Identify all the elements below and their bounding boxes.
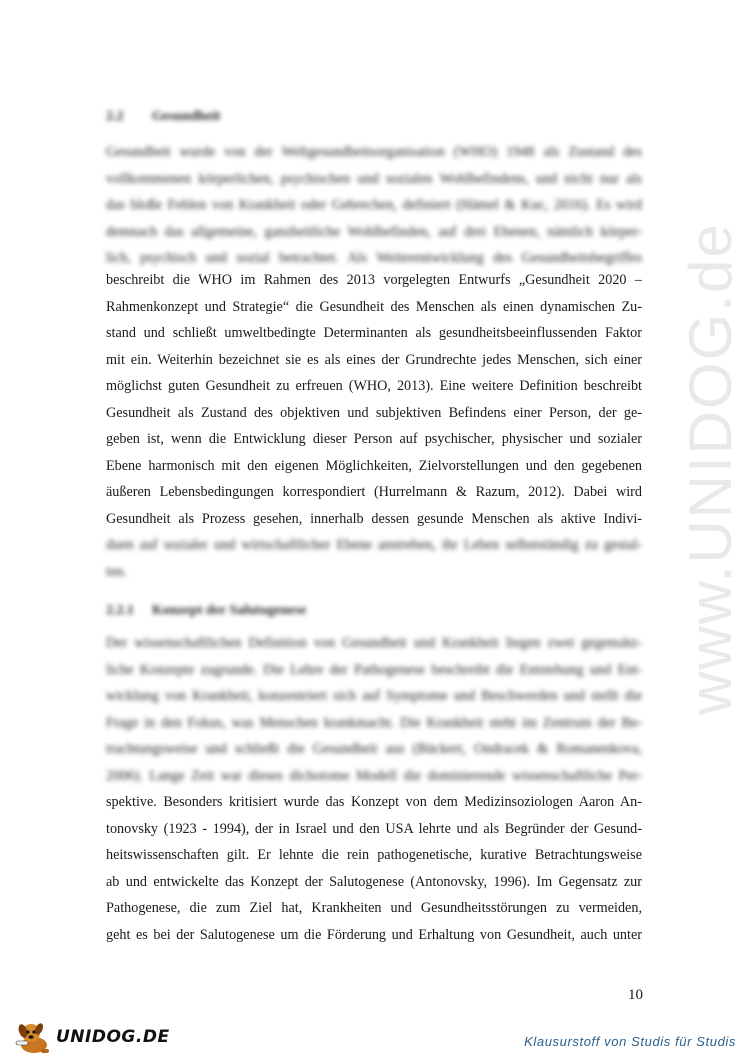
text-line: Frage in den Fokus, was Menschen krankmacht. Die Krankheit steht im Zentrum der Be- bbox=[106, 714, 642, 731]
text-line: äußeren Lebensbedingungen korrespondiert (Hurrelmann & Razum, 2012). Dabei wird bbox=[106, 484, 642, 500]
text-line: stand und schließt umweltbedingte Determinanten als gesundheitsbeeinflussenden Faktor bbox=[106, 325, 642, 341]
page-number: 10 bbox=[628, 987, 643, 1003]
text-line: duen auf sozialer und wirtschaftlicher Ebene anstreben, ihr Leben selbstständig zu gestal- bbox=[106, 537, 642, 553]
text-line: ten. bbox=[106, 563, 127, 580]
subsection-heading bbox=[106, 603, 307, 619]
text-line: mit ein. Weiterhin bezeichnet sie es als eines der Grundrechte jedes Menschen, sich einer bbox=[106, 351, 642, 368]
text-line: das bloße Fehlen von Krankheit oder Gebrechen, definiert (Hämel & Kuc, 2016). Es wird bbox=[106, 197, 642, 213]
text-line: Der wissenschaftlichen Definition von Gesundheit und Krankheit liegen zwei gegensätz- bbox=[106, 635, 642, 651]
text-line: demnach das allgemeine, ganzheitliche Wohlbefinden, auf drei Ebenen, nämlich körper- bbox=[106, 223, 642, 240]
watermark: www.UNIDOG.de bbox=[677, 222, 744, 715]
paragraph-2-blurred bbox=[106, 630, 642, 789]
logo-text: UNIDOG.DE bbox=[56, 1027, 170, 1047]
subsection-title: Konzept der Salutogenese bbox=[152, 603, 307, 618]
paragraph-1-tail-blurred bbox=[106, 532, 642, 585]
text-line: lich, psychisch und sozial betrachtet. Als Weiterentwicklung des Gesundheitsbegriffes bbox=[106, 250, 642, 266]
subsection-number: 2.2.1 bbox=[106, 603, 134, 618]
text-line: Gesundheit als Prozess gesehen, innerhalb dessen gesunde Menschen als aktive Indivi- bbox=[106, 510, 642, 527]
text-line: geben ist, wenn die Entwicklung dieser Person auf psychischer, physischer und sozialer bbox=[106, 431, 642, 447]
text-line: Pathogenese, die zum Ziel hat, Krankheiten und Gesundheitsstörungen zu vermeiden, bbox=[106, 900, 642, 916]
footer-tagline: Klausurstoff von Studis für Studis bbox=[524, 1034, 736, 1049]
text-line: ab und entwickelte das Konzept der Salutogenese (Antonovsky, 1996). Im Gegensatz zur bbox=[106, 873, 642, 890]
section-heading bbox=[106, 109, 220, 125]
text-line: tonovsky (1923 - 1994), der in Israel und den USA lehrte und als Begründer der Gesund- bbox=[106, 820, 642, 837]
section-title: Gesundheit bbox=[152, 109, 221, 124]
text-line: geht es bei der Salutogenese um die Förderung und Erhaltung von Gesundheit, auch unter bbox=[106, 926, 642, 943]
section-number: 2.2 bbox=[106, 109, 124, 124]
text-line: möglichst guten Gesundheit zu erfreuen (WHO, 2013). Eine weitere Definition beschreibt bbox=[106, 378, 642, 394]
unidog-logo bbox=[14, 1018, 170, 1056]
text-line: 2006). Lange Zeit war dieses dichotome Modell die dominierende wissenschaftliche Per- bbox=[106, 767, 642, 784]
text-line: beschreibt die WHO im Rahmen des 2013 vorgelegten Entwurfs „Gesundheit 2020 – bbox=[106, 272, 642, 288]
text-line: Gesundheit als Zustand des objektiven und subjektiven Befindens einer Person, der ge- bbox=[106, 404, 642, 421]
paragraph-2-visible bbox=[106, 789, 642, 948]
text-line: Ebene harmonisch mit den eigenen Möglichkeiten, Zielvorstellungen und den gegebenen bbox=[106, 457, 642, 474]
text-line: spektive. Besonders kritisiert wurde das Konzept von dem Medizinsoziologen Aaron An- bbox=[106, 794, 642, 810]
text-line: Rahmenkonzept und Strategie“ die Gesundheit des Menschen als einen dynamischen Zu- bbox=[106, 298, 642, 315]
text-line: liche Konzepte zugrunde. Die Lehre der Pathogenese beschreibt die Entstehung und Ent- bbox=[106, 661, 642, 678]
text-line: wicklung von Krankheit, konzentriert sich auf Symptome und Beschwerden und stellt die bbox=[106, 688, 642, 704]
text-line: heitswissenschaften gilt. Er lehnte die rein pathogenetische, kurative Betrachtungsweise bbox=[106, 847, 642, 863]
text-line: vollkommenen körperlichen, psychischen und sozialen Wohlbefindens, und nicht nur als bbox=[106, 170, 642, 187]
text-line: trachtungsweise und schließt die Gesundheit aus (Bückert, Ondracek & Romanenkova, bbox=[106, 741, 642, 757]
paragraph-1-visible bbox=[106, 267, 642, 532]
dog-mascot-icon bbox=[14, 1019, 54, 1055]
text-line: Gesundheit wurde von der Weltgesundheitsorganisation (WHO) 1948 als Zustand des bbox=[106, 144, 642, 160]
paragraph-1-blurred bbox=[106, 139, 642, 272]
